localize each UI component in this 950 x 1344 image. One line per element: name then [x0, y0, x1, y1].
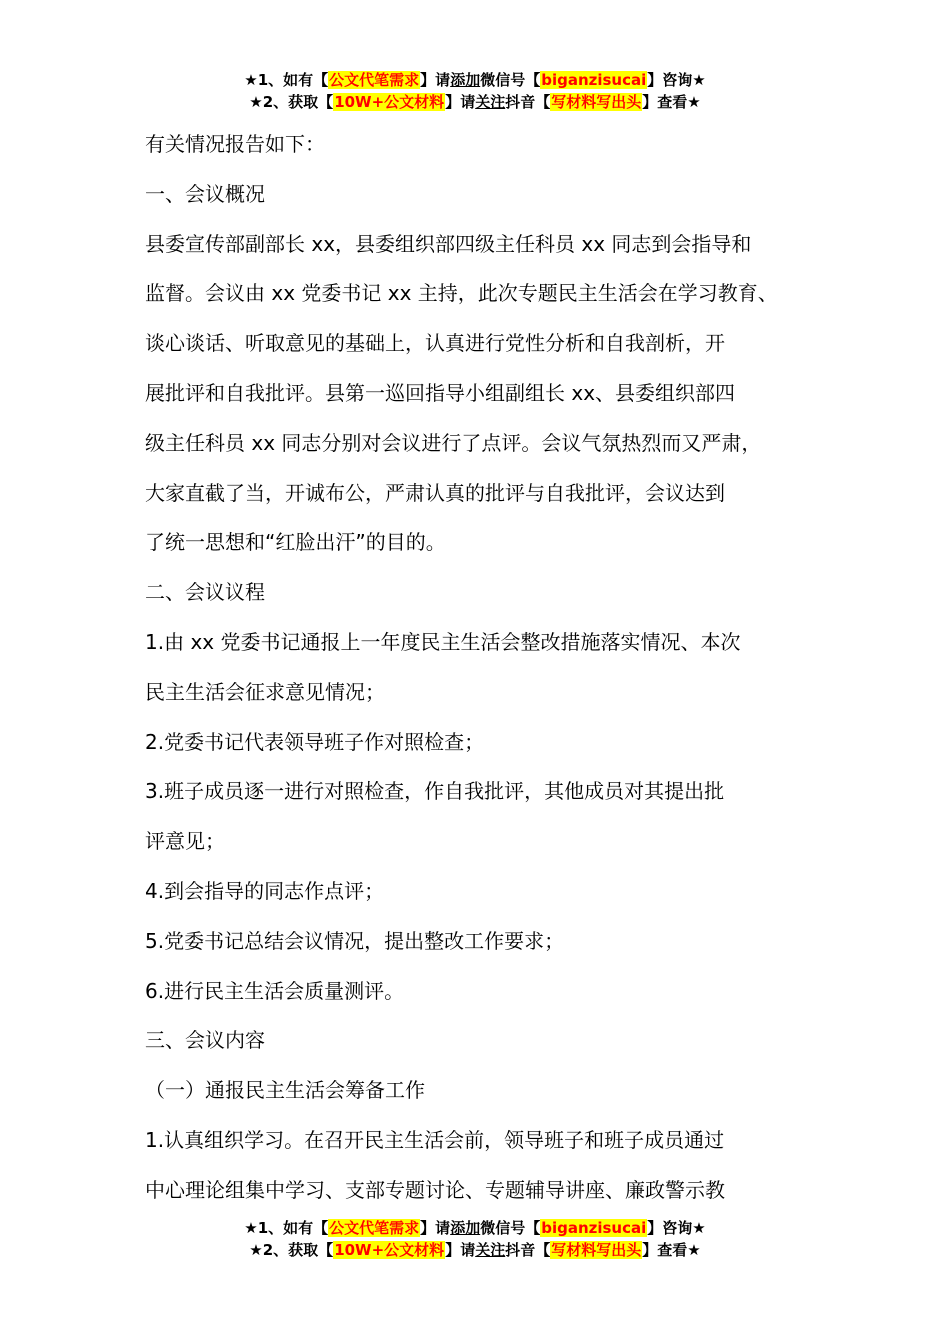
- paragraph-line: 县委宣传部副部长 xx，县委组织部四级主任科员 xx 同志到会指导和: [145, 231, 752, 256]
- agenda-item-1: 1.由 xx 党委书记通报上一年度民主生活会整改措施落实情况、本次: [145, 629, 741, 654]
- banner-highlight-materials: 10W+公文材料: [334, 93, 445, 111]
- header-banner: [0, 69, 950, 113]
- banner-highlight-wechat-id: biganzisucai: [541, 71, 647, 89]
- banner-text: 】请: [445, 93, 476, 111]
- banner-text: ★1、如有【: [244, 71, 329, 89]
- banner-text: 】请: [445, 1241, 476, 1259]
- section-heading-overview: 一、会议概况: [145, 181, 265, 206]
- banner-text: 】查看★: [642, 93, 701, 111]
- banner-underlined-add: 添加: [450, 71, 481, 89]
- banner-text: 微信号【: [480, 71, 541, 89]
- agenda-item-2: 2.党委书记代表领导班子作对照检查；: [145, 729, 485, 754]
- paragraph-line: 谈心谈话、听取意见的基础上，认真进行党性分析和自我剖析，开: [145, 331, 725, 356]
- banner-line-1: [0, 1217, 950, 1239]
- paragraph-line: 中心理论组集中学习、支部专题讨论、专题辅导讲座、廉政警示教: [145, 1177, 725, 1202]
- paragraph-line: 监督。会议由 xx 党委书记 xx 主持，此次专题民主生活会在学习教育、: [145, 281, 778, 306]
- banner-underlined-follow: 关注: [475, 93, 506, 111]
- banner-highlight-service: 公文代笔需求: [329, 1219, 420, 1237]
- banner-line-2: [0, 1239, 950, 1261]
- banner-text: ★2、获取【: [249, 93, 334, 111]
- document-body: [145, 120, 835, 1216]
- paragraph-line: 展批评和自我批评。县第一巡回指导小组副组长 xx、县委组织部四: [145, 380, 736, 405]
- banner-text: ★2、获取【: [249, 1241, 334, 1259]
- banner-highlight-douyin: 写材料写出头: [551, 1241, 642, 1259]
- banner-underlined-follow: 关注: [475, 1241, 506, 1259]
- banner-text: 微信号【: [480, 1219, 541, 1237]
- banner-underlined-add: 添加: [450, 1219, 481, 1237]
- banner-highlight-materials: 10W+公文材料: [334, 1241, 445, 1259]
- banner-text: 】咨询★: [647, 71, 706, 89]
- banner-highlight-service: 公文代笔需求: [329, 71, 420, 89]
- banner-text: 抖音【: [505, 1241, 551, 1259]
- paragraph-line: 1.认真组织学习。在召开民主生活会前，领导班子和班子成员通过: [145, 1127, 725, 1152]
- banner-line-2: [0, 91, 950, 113]
- agenda-item-1-cont: 民主生活会征求意见情况；: [145, 679, 385, 704]
- banner-text: 】请: [420, 1219, 451, 1237]
- banner-text: 抖音【: [505, 93, 551, 111]
- banner-highlight-wechat-id: biganzisucai: [541, 1219, 647, 1237]
- footer-banner: [0, 1217, 950, 1261]
- banner-text: 】查看★: [642, 1241, 701, 1259]
- agenda-item-6: 6.进行民主生活会质量测评。: [145, 978, 405, 1003]
- paragraph-line: 了统一思想和“红脸出汗”的目的。: [145, 530, 446, 555]
- agenda-item-4: 4.到会指导的同志作点评；: [145, 878, 385, 903]
- paragraph-line: 大家直截了当，开诚布公，严肃认真的批评与自我批评，会议达到: [145, 480, 725, 505]
- paragraph-line: 级主任科员 xx 同志分别对会议进行了点评。会议气氛热烈而又严肃，: [145, 430, 762, 455]
- banner-line-1: [0, 69, 950, 91]
- agenda-item-3: 3.班子成员逐一进行对照检查，作自我批评，其他成员对其提出批: [145, 779, 725, 804]
- agenda-item-5: 5.党委书记总结会议情况，提出整改工作要求；: [145, 928, 565, 953]
- banner-text: 】请: [420, 71, 451, 89]
- section-heading-content: 三、会议内容: [145, 1028, 265, 1053]
- section-heading-agenda: 二、会议议程: [145, 580, 265, 605]
- intro-line: 有关情况报告如下：: [145, 132, 325, 156]
- banner-text: ★1、如有【: [244, 1219, 329, 1237]
- subsection-heading: （一）通报民主生活会筹备工作: [145, 1078, 425, 1103]
- banner-highlight-douyin: 写材料写出头: [551, 93, 642, 111]
- banner-text: 】咨询★: [647, 1219, 706, 1237]
- agenda-item-3-cont: 评意见；: [145, 829, 225, 854]
